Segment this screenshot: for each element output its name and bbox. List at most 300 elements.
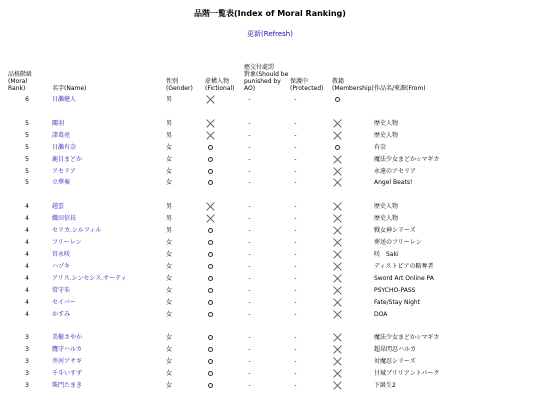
ao-cell [244, 130, 290, 142]
rank-cell: 6 [25, 96, 29, 103]
rank-cell: 4 [25, 310, 29, 318]
ao-cell [244, 237, 290, 249]
protected-dash: - [294, 239, 297, 247]
table-row [8, 177, 524, 189]
rank-cell: 3 [25, 334, 29, 342]
group-spacer [8, 106, 524, 118]
ao-dash: - [248, 119, 251, 127]
fictional-cell [205, 356, 244, 368]
name-link[interactable]: 宮永咲 [52, 250, 71, 258]
from-cell: 対魔忍シリーズ [374, 358, 416, 366]
from-cell: 歴史人物 [374, 119, 399, 127]
protected-cell [290, 261, 332, 273]
gender-cell: 女 [166, 334, 173, 342]
table-row [8, 309, 524, 321]
protected-cell [290, 130, 332, 142]
protected-dash: - [294, 96, 297, 103]
ao-cell [244, 142, 290, 154]
gender-cell: 女 [166, 179, 173, 187]
table-row [8, 368, 524, 380]
ao-cell [244, 309, 290, 321]
fictional-circle-icon [205, 166, 216, 178]
ao-cell [244, 177, 290, 189]
protected-dash: - [294, 382, 297, 390]
rank-cell: 3 [25, 370, 29, 378]
header-rank: 品格階級 (Moral Rank) [8, 71, 33, 92]
protected-dash: - [294, 298, 297, 306]
table-row [8, 213, 524, 225]
fictional-circle-icon [205, 261, 216, 273]
membership-cross-icon [332, 225, 343, 237]
membership-cell [332, 154, 374, 166]
protected-cell [290, 201, 332, 213]
gender-cell: 女 [166, 167, 173, 175]
fictional-circle-icon [205, 297, 216, 309]
membership-cross-icon [332, 237, 343, 249]
protected-cell [290, 285, 332, 297]
fictional-circle-icon [205, 368, 216, 380]
name-link[interactable]: 趙雲 [52, 203, 65, 211]
protected-dash: - [294, 250, 297, 258]
fictional-circle-icon [205, 344, 216, 356]
fictional-cell [205, 166, 244, 178]
ao-dash: - [248, 250, 251, 258]
ao-dash: - [248, 310, 251, 318]
ao-dash: - [248, 358, 251, 366]
membership-cross-icon [332, 309, 343, 321]
rank-cell: 3 [25, 358, 29, 366]
table-row [8, 273, 524, 285]
membership-cross-icon [332, 177, 343, 189]
ao-dash: - [248, 155, 251, 163]
gender-cell: 女 [166, 250, 173, 258]
name-link[interactable]: 立華奏 [52, 179, 71, 187]
ao-cell [244, 225, 290, 237]
from-cell: 葬送のフリーレン [374, 239, 422, 247]
membership-cross-icon [332, 368, 343, 380]
header-name: 名字(Name) [52, 85, 87, 92]
protected-cell [290, 297, 332, 309]
name-link[interactable]: 井河アサギ [52, 358, 83, 366]
gender-cell: 女 [166, 155, 173, 163]
table-row [8, 166, 524, 178]
fictional-circle-icon [205, 273, 216, 285]
from-cell: 歴史人物 [374, 131, 399, 139]
table-row [8, 201, 524, 213]
membership-cross-icon [332, 261, 343, 273]
ao-cell [244, 249, 290, 261]
membership-cell [332, 118, 374, 130]
fictional-cell [205, 297, 244, 309]
membership-circle-icon [332, 94, 343, 106]
rank-cell: 4 [25, 215, 29, 223]
fictional-cell [205, 154, 244, 166]
membership-cross-icon [332, 380, 343, 392]
rank-cell: 4 [25, 203, 29, 211]
membership-cross-icon [332, 297, 343, 309]
membership-cross-icon [332, 130, 343, 142]
table-row [8, 344, 524, 356]
membership-cross-icon [332, 249, 343, 261]
protected-cell [290, 249, 332, 261]
name-link[interactable]: アセリア [52, 167, 76, 175]
rank-cell: 4 [25, 262, 29, 270]
protected-cell [290, 225, 332, 237]
table-row [8, 94, 524, 106]
fictional-circle-icon [205, 356, 216, 368]
rank-cell: 5 [25, 119, 29, 127]
table-row [8, 261, 524, 273]
name-link[interactable]: 諸葛亮 [52, 131, 71, 139]
table-row [8, 130, 524, 142]
rank-cell: 4 [25, 250, 29, 258]
gender-cell: 男 [166, 215, 173, 223]
ranking-table [8, 56, 524, 392]
name-link[interactable]: 織田信長 [52, 215, 77, 223]
gender-cell: 女 [166, 274, 173, 282]
header-membership: 教籍 (Membership) [332, 78, 374, 92]
protected-dash: - [294, 227, 297, 235]
membership-cross-icon [332, 332, 343, 344]
from-cell: 戦女神シリーズ [374, 227, 416, 235]
rank-cell: 5 [25, 155, 29, 163]
ao-cell [244, 94, 290, 106]
table-row [8, 380, 524, 392]
fictional-circle-icon [205, 309, 216, 321]
protected-dash: - [294, 203, 297, 211]
fictional-cell [205, 261, 244, 273]
from-cell: 永遠のアセリア [374, 167, 416, 175]
fictional-cell [205, 237, 244, 249]
membership-cell [332, 297, 374, 309]
ao-cell [244, 213, 290, 225]
protected-dash: - [294, 334, 297, 342]
ao-cell [244, 344, 290, 356]
ao-dash: - [248, 227, 251, 235]
protected-dash: - [294, 310, 297, 318]
membership-cross-icon [332, 166, 343, 178]
from-cell: 歴史人物 [374, 215, 399, 223]
fictional-cross-icon [205, 118, 216, 130]
protected-dash: - [294, 274, 297, 282]
fictional-cell [205, 118, 244, 130]
protected-cell [290, 368, 332, 380]
fictional-cross-icon [205, 94, 216, 106]
ao-dash: - [248, 262, 251, 270]
protected-dash: - [294, 262, 297, 270]
rank-cell: 4 [25, 227, 29, 235]
fictional-circle-icon [205, 177, 216, 189]
protected-cell [290, 142, 332, 154]
table-row [8, 237, 524, 249]
protected-dash: - [294, 286, 297, 294]
from-cell: Sword Art Online PA [374, 274, 434, 282]
ao-cell [244, 166, 290, 178]
fictional-cell [205, 332, 244, 344]
membership-cell [332, 213, 374, 225]
membership-cross-icon [332, 201, 343, 213]
ao-dash: - [248, 96, 251, 103]
rank-cell: 5 [25, 131, 29, 139]
protected-cell [290, 332, 332, 344]
fictional-circle-icon [205, 332, 216, 344]
header-gender: 性別 (Gender) [166, 78, 193, 92]
membership-cross-icon [332, 154, 343, 166]
table-row [8, 356, 524, 368]
membership-cross-icon [332, 118, 343, 130]
gender-cell: 女 [166, 370, 173, 378]
ao-cell [244, 332, 290, 344]
fictional-circle-icon [205, 237, 216, 249]
table-row [8, 285, 524, 297]
from-cell: PSYCHO-PASS [374, 286, 416, 294]
fictional-cell [205, 309, 244, 321]
membership-cell [332, 332, 374, 344]
table-row [8, 118, 524, 130]
membership-cell [332, 177, 374, 189]
table-row [8, 332, 524, 344]
ao-cell [244, 297, 290, 309]
name-link[interactable]: アリス.シンセシス.サーティ [52, 274, 127, 282]
protected-dash: - [294, 179, 297, 187]
name-link[interactable]: 關羽 [52, 119, 65, 127]
gender-cell: 女 [166, 262, 173, 270]
ao-dash: - [248, 298, 251, 306]
name-link[interactable]: 柴門たまき [52, 382, 83, 390]
ao-dash: - [248, 274, 251, 282]
gender-cell: 男 [166, 119, 173, 127]
from-cell: Angel Beats! [374, 179, 413, 187]
ao-dash: - [248, 215, 251, 223]
group-spacer [8, 189, 524, 201]
from-cell: 甘城ブリリアントパーク [374, 370, 440, 378]
fictional-circle-icon [205, 154, 216, 166]
gender-cell: 女 [166, 346, 173, 354]
rank-cell: 3 [25, 346, 29, 354]
membership-cross-icon [332, 344, 343, 356]
from-cell: 魔法少女まどか☆マギカ [374, 155, 440, 163]
membership-cross-icon [332, 285, 343, 297]
ao-cell [244, 285, 290, 297]
rank-cell: 5 [25, 179, 29, 187]
ao-dash: - [248, 203, 251, 211]
membership-cell [332, 201, 374, 213]
membership-cell [332, 130, 374, 142]
fictional-cell [205, 368, 244, 380]
protected-cell [290, 344, 332, 356]
protected-dash: - [294, 358, 297, 366]
membership-cell [332, 380, 374, 392]
fictional-cell [205, 225, 244, 237]
table-row [8, 249, 524, 261]
protected-cell [290, 237, 332, 249]
protected-cell [290, 166, 332, 178]
protected-cell [290, 213, 332, 225]
gender-cell: 男 [166, 203, 173, 211]
name-link[interactable]: 鹿目まどか [52, 155, 83, 163]
table-row [8, 225, 524, 237]
table-row [8, 297, 524, 309]
protected-dash: - [294, 155, 297, 163]
fictional-cell [205, 213, 244, 225]
rank-cell: 3 [25, 382, 29, 390]
rank-cell: 4 [25, 274, 29, 282]
from-cell: 歴史人物 [374, 203, 399, 211]
membership-cell [332, 356, 374, 368]
rank-cell: 4 [25, 298, 29, 306]
table-header-row [8, 56, 524, 94]
from-cell: 有奈 [374, 143, 387, 151]
name-link[interactable]: 鷹守ハルカ [52, 346, 83, 354]
rank-cell: 5 [25, 167, 29, 175]
header-ao: 應交付處罰 對象(Should be punished by AO) [244, 64, 289, 92]
protected-dash: - [294, 215, 297, 223]
membership-cross-icon [332, 356, 343, 368]
protected-cell [290, 380, 332, 392]
name-link[interactable]: セイバー [52, 298, 76, 306]
membership-cell [332, 142, 374, 154]
ao-cell [244, 356, 290, 368]
fictional-circle-icon [205, 285, 216, 297]
gender-cell: 女 [166, 358, 173, 366]
page-title: 品階一覧表(Index of Moral Ranking) [194, 9, 346, 18]
gender-cell: 男 [166, 131, 173, 139]
name-link[interactable]: 日瀨有奈 [52, 143, 77, 151]
ao-cell [244, 380, 290, 392]
gender-cell: 女 [166, 298, 173, 306]
name-link[interactable]: 美樹さやか [52, 334, 83, 342]
ao-dash: - [248, 286, 251, 294]
protected-dash: - [294, 346, 297, 354]
from-cell [374, 94, 524, 106]
protected-cell [290, 273, 332, 285]
fictional-cell [205, 344, 244, 356]
from-cell: Fate/Stay Night [374, 298, 421, 306]
name-link[interactable]: 千斗いすず [52, 370, 83, 378]
ao-dash: - [248, 239, 251, 247]
ao-dash: - [248, 179, 251, 187]
from-cell: 咲 Saki [374, 250, 399, 258]
table-row [8, 154, 524, 166]
header-from: 作品名/來源(From) [374, 85, 426, 92]
from-cell: ディストピアの略奪者 [374, 262, 434, 270]
membership-circle-icon [332, 142, 343, 154]
protected-cell [290, 94, 332, 106]
gender-cell: 男 [166, 96, 173, 103]
header-fictional: 虚構人物 (Fictional) [205, 78, 235, 92]
protected-cell [290, 154, 332, 166]
group-spacer [8, 320, 524, 332]
membership-cell [332, 273, 374, 285]
name-link[interactable]: フリーレン [52, 239, 82, 247]
from-cell: DOA [374, 310, 388, 318]
protected-cell [290, 177, 332, 189]
fictional-cell [205, 249, 244, 261]
name-link[interactable]: かすみ [52, 310, 71, 318]
fictional-cell [205, 201, 244, 213]
protected-dash: - [294, 370, 297, 378]
ao-dash: - [248, 382, 251, 390]
name-link[interactable]: ハヅキ [52, 262, 71, 270]
gender-cell: 女 [166, 143, 173, 151]
membership-cell [332, 166, 374, 178]
protected-cell [290, 309, 332, 321]
ao-cell [244, 273, 290, 285]
ao-cell [244, 118, 290, 130]
name-link[interactable]: 常守朱 [52, 286, 71, 294]
membership-cell [332, 285, 374, 297]
ao-dash: - [248, 370, 251, 378]
rank-cell: 4 [25, 286, 29, 294]
membership-cell [332, 94, 374, 106]
gender-cell: 女 [166, 382, 173, 390]
protected-cell [290, 118, 332, 130]
table-row [8, 142, 524, 154]
from-cell: 魔法少女まどか☆マギカ [374, 334, 440, 342]
gender-cell: 女 [166, 286, 173, 294]
gender-cell: 男 [166, 227, 173, 235]
membership-cell [332, 344, 374, 356]
rank-cell: 4 [25, 239, 29, 247]
gender-cell: 女 [166, 239, 173, 247]
gender-cell: 女 [166, 310, 173, 318]
ao-cell [244, 261, 290, 273]
fictional-circle-icon [205, 142, 216, 154]
fictional-cell [205, 130, 244, 142]
protected-cell [290, 356, 332, 368]
fictional-cell [205, 177, 244, 189]
fictional-cell [205, 285, 244, 297]
membership-cell [332, 309, 374, 321]
fictional-circle-icon [205, 380, 216, 392]
membership-cross-icon [332, 273, 343, 285]
membership-cell [332, 225, 374, 237]
fictional-circle-icon [205, 249, 216, 261]
fictional-cross-icon [205, 201, 216, 213]
from-cell: 下級生2 [374, 382, 396, 390]
protected-dash: - [294, 119, 297, 127]
refresh-link[interactable]: 更新(Refresh) [247, 30, 293, 38]
ao-dash: - [248, 334, 251, 342]
ao-cell [244, 201, 290, 213]
ao-dash: - [248, 167, 251, 175]
fictional-cell [205, 94, 244, 106]
fictional-cell [205, 142, 244, 154]
name-link[interactable]: セリカ.シルフィル [52, 227, 102, 235]
membership-cell [332, 237, 374, 249]
rank-cell: 5 [25, 143, 29, 151]
name-link[interactable]: 日瀨健人 [52, 96, 77, 103]
fictional-cell [205, 273, 244, 285]
fictional-cross-icon [205, 130, 216, 142]
ao-cell [244, 368, 290, 380]
membership-cell [332, 261, 374, 273]
membership-cell [332, 249, 374, 261]
ao-dash: - [248, 143, 251, 151]
ao-dash: - [248, 346, 251, 354]
fictional-cross-icon [205, 213, 216, 225]
fictional-circle-icon [205, 225, 216, 237]
fictional-cell [205, 380, 244, 392]
membership-cell [332, 368, 374, 380]
ao-cell [244, 154, 290, 166]
header-protected: 保護中 (Protected) [290, 78, 324, 92]
protected-dash: - [294, 131, 297, 139]
protected-dash: - [294, 167, 297, 175]
protected-dash: - [294, 143, 297, 151]
ao-dash: - [248, 131, 251, 139]
from-cell: 超昂閃忍ハルカ [374, 346, 417, 354]
